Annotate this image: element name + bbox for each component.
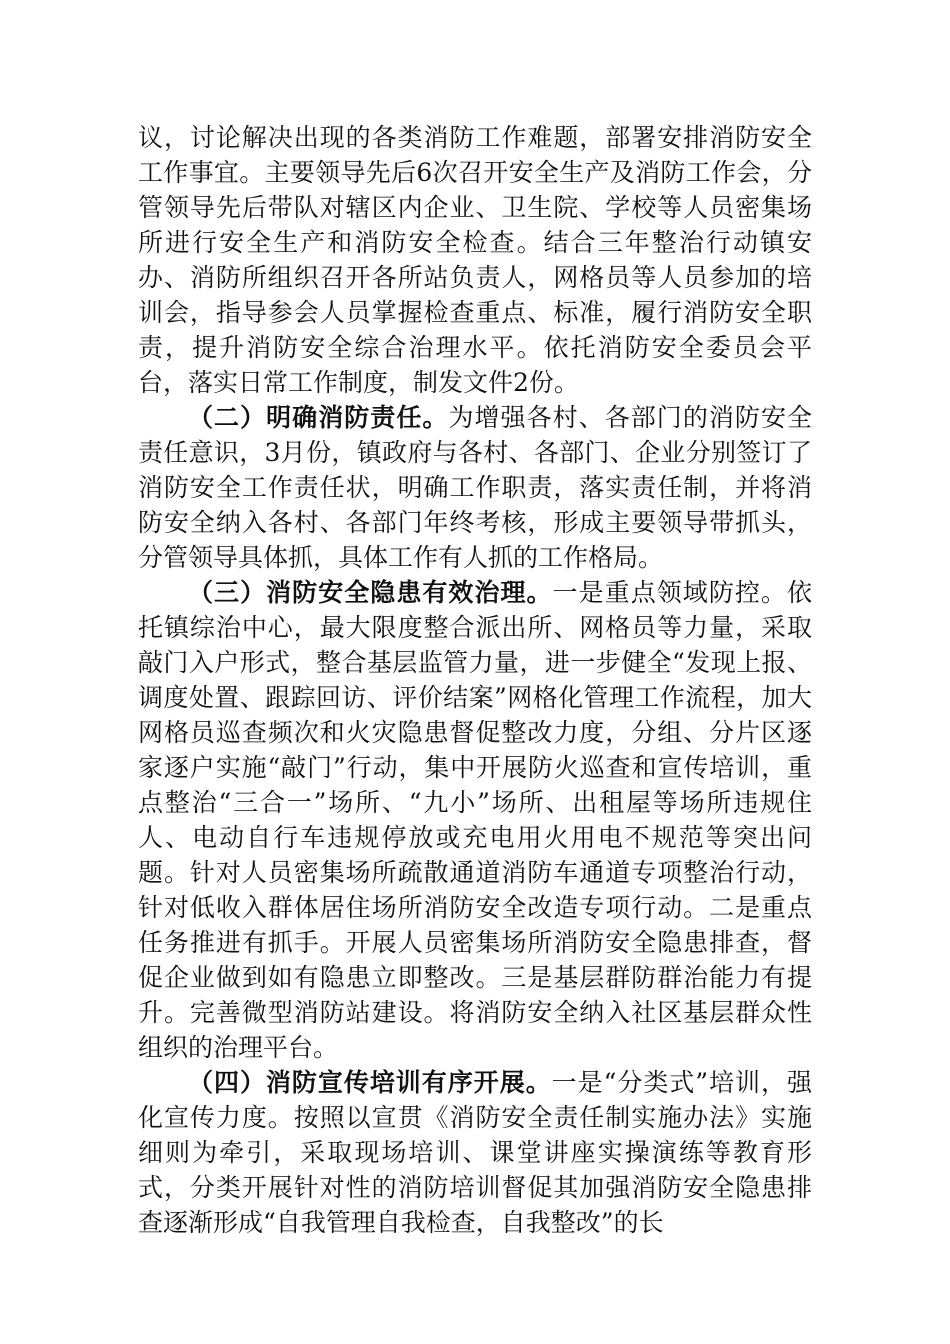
document-page <box>138 120 812 1240</box>
paragraph-2-body: 为增强各村、各部门的消防安全责任意识，3月份，镇政府与各村、各部门、企业分别签订了消防安全工作责任状，明确工作职责，落实责任制，并将消防安全纳入各村、各部门年终考核，形成主要领导带抓头，分管领导具体抓，具体工作有人抓的工作格局。 <box>138 403 812 572</box>
paragraph-2-heading: （二）明确消防责任。 <box>188 403 449 432</box>
paragraph-1-body: 议，讨论解决出现的各类消防工作难题，部署安排消防安全工作事宜。主要领导先后6次召开安全生产及消防工作会，分管领导先后带队对辖区内企业、卫生院、学校等人员密集场所进行安全生产和消防安全检查。结合三年整治行动镇安办、消防所组织召开各所站负责人，网格员等人员参加的培训会，指导参会人员掌握检查重点、标准，履行消防安全职责，提升消防安全综合治理水平。依托消防安全委员会平台，落实日常工作制度，制发文件2份。 <box>138 123 812 397</box>
paragraph-4 <box>138 1065 812 1240</box>
paragraph-2 <box>138 400 812 575</box>
paragraph-3-body: 一是重点领域防控。依托镇综治中心，最大限度整合派出所、网格员等力量，采取敲门入户形式，整合基层监管力量，进一步健全“发现上报、调度处置、跟踪回访、评价结案”网格化管理工作流程，加大网格员巡查频次和火灾隐患督促整改力度，分组、分片区逐家逐户实施“敲门”行动，集中开展防火巡查和宣传培训，重点整治“三合一”场所、“九小”场所、出租屋等场所违规住人、电动自行车违规停放或充电用火用电不规范等突出问题。针对人员密集场所疏散通道消防车通道专项整治行动，针对低收入群体居住场所消防安全改造专项行动。二是重点任务推进有抓手。开展人员密集场所消防安全隐患排查，督促企业做到如有隐患立即整改。三是基层群防群治能力有提升。完善微型消防站建设。将消防安全纳入社区基层群众性组织的治理平台。 <box>138 578 812 1062</box>
paragraph-3 <box>138 575 812 1065</box>
paragraph-3-heading: （三）消防安全隐患有效治理。 <box>188 578 553 607</box>
paragraph-1 <box>138 120 812 400</box>
paragraph-4-body: 一是“分类式”培训，强化宣传力度。按照以宣贯《消防安全责任制实施办法》实施细则为牵引，采取现场培训、课堂讲座实操演练等教育形式，分类开展针对性的消防培训督促其加强消防安全隐患排查逐渐形成“自我管理自我检查，自我整改”的长 <box>138 1068 812 1237</box>
paragraph-4-heading: （四）消防宣传培训有序开展。 <box>188 1068 552 1097</box>
